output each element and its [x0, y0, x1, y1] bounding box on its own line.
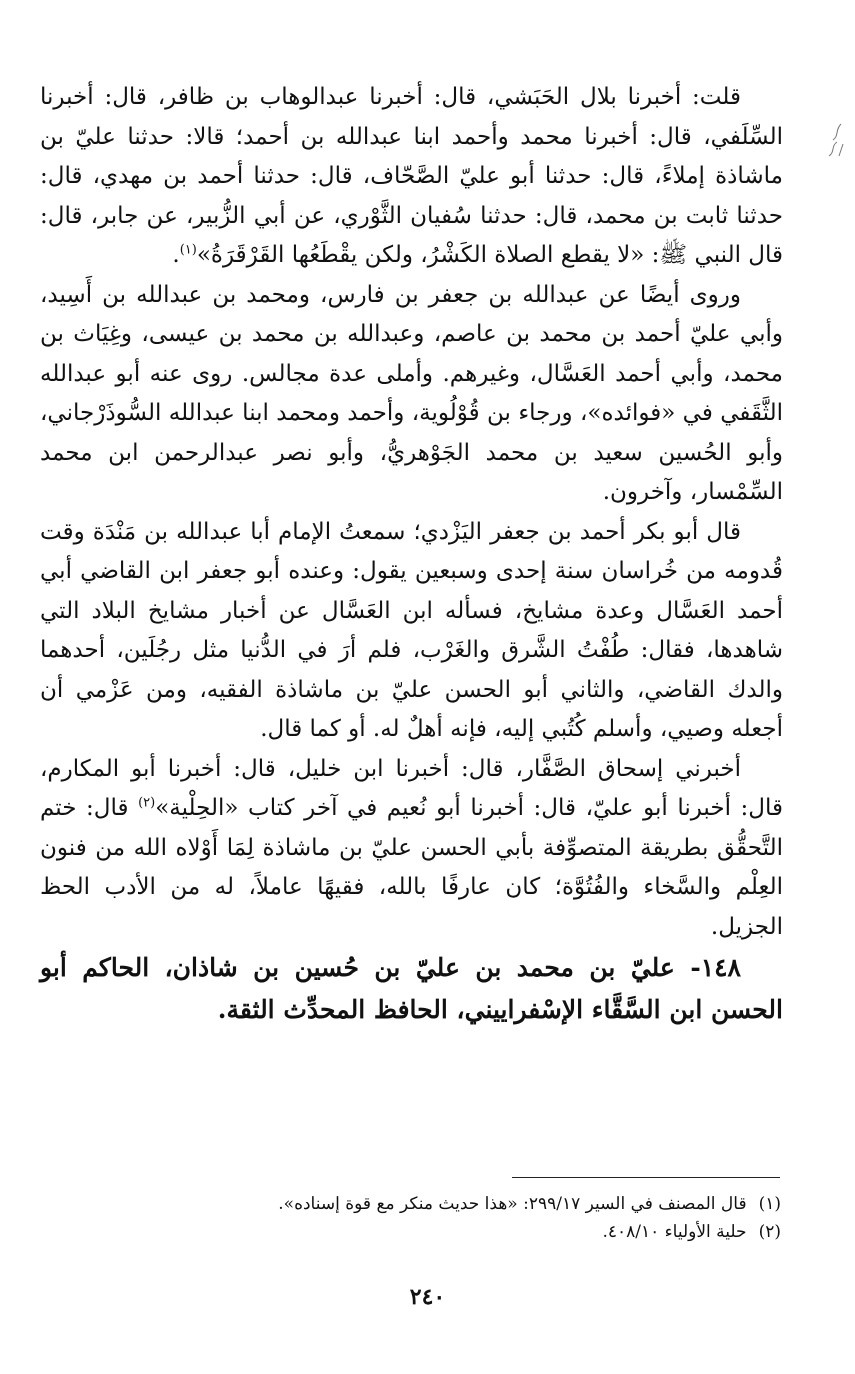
footnote-text: قال المصنف في السير ٢٩٩/١٧: «هذا حديث منكر مع قوة إسناده».	[278, 1194, 747, 1214]
paragraph-end: .	[172, 242, 180, 268]
footnote-ref-2: (٢)	[138, 795, 156, 811]
footnote-text: حلية الأولياء ٤٠٨/١٠.	[602, 1222, 747, 1242]
paragraph-narrators: وروى أيضًا عن عبدالله بن جعفر بن فارس، ومحمد بن عبدالله بن أَسِيد، وأبي عليّ أحمد بن محمد بن عاصم، وعبدالله بن محمد بن عيسى، وغِيَاث بن محمد، وأبي أحمد العَسَّال، وغيرهم. وأملى عدة مجالس. روى عنه أبو عبدالله الثَّقَفي في «فوائده»، ورجاء بن قُوْلُوية، وأحمد ومحمد ابنا عبدالله السُّوذَرْجاني، وأبو الحُسين سعيد بن محمد الجَوْهريُّ، وأبو نصر عبدالرحمن ابن محمد السِّمْسار، وآخرون.	[40, 281, 783, 505]
footnote-number: (٢)	[758, 1222, 781, 1242]
footnote-divider	[512, 1177, 780, 1178]
main-text	[40, 78, 783, 1031]
paragraph-hilya	[40, 750, 783, 948]
footnote-2	[200, 1218, 781, 1246]
footnote-ref-1: (١)	[179, 242, 197, 258]
paragraph-text: قلت: أخبرنا بلال الحَبَشي، قال: أخبرنا عبدالوهاب بن ظافر، قال: أخبرنا السِّلَفي، قال: أخبرنا محمد وأحمد ابنا عبدالله بن أحمد؛ قالا: حدثنا عليّ بن ماشاذة إملاءً، قال: حدثنا أبو عليّ الصَّحّاف، قال: حدثنا أحمد بن مهدي، قال: حدثنا ثابت بن محمد، قال: حدثنا سُفيان الثَّوْري، عن أبي الزُّبير، عن جابر، قال: قال النبي ﷺ: «لا يقطع الصلاة الكَشْرُ، ولكن يقْطَعُها القَرْقَرَةُ»	[40, 84, 783, 268]
paragraph-text-cont: قال: ختم التَّحقُّق بطريقة المتصوِّفة بأبي الحسن عليّ بن ماشاذة لِمَا أَوْلاه الله من فنون العِلْم والسَّخاء والفُتُوَّة؛ كان عارفًا بالله، فقيهًا عاملاً، له من الأدب الحظ الجزيل.	[40, 795, 783, 940]
paragraph-ibn-mandah: قال أبو بكر أحمد بن جعفر اليَزْدي؛ سمعتُ الإمام أبا عبدالله بن مَنْدَة وقت قُدومه من خُراسان سنة إحدى وسبعين يقول: وعنده أبو جعفر ابن القاضي أبي أحمد العَسَّال وعدة مشايخ، فسأله ابن العَسَّال عن أخبار مشايخ البلاد التي شاهدها، فقال: طُفْتُ الشَّرق والغَرْب، فلم أرَ في الدُّنيا مثل رجُلَين، أحدهما والدك القاضي، والثاني أبو الحسن عليّ بن ماشاذة الفقيه، ومن عَزْمي أن أجعله وصيي، وأسلم كُتُبي إليه، فإنه أهلٌ له. أو كما قال.	[40, 518, 783, 742]
margin-ink-mark	[825, 122, 847, 162]
paragraph-hadith-chain	[40, 78, 783, 276]
paragraph-text: أخبرني إسحاق الصَّفَّار، قال: أخبرنا ابن خليل، قال: أخبرنا أبو المكارم، قال: أخبرنا أبو عليّ، قال: أخبرنا أبو نُعيم في آخر كتاب «الحِلْية»	[40, 755, 784, 821]
footnote-number: (١)	[758, 1194, 781, 1214]
biography-entry-heading: ١٤٨- عليّ بن محمد بن عليّ بن حُسين بن شاذان، الحاكم أبو الحسن ابن السَّقَّاء الإسْفراييني، الحافظ المحدِّث الثقة.	[40, 953, 783, 1024]
footnotes	[200, 1190, 781, 1246]
page-number: ٢٤٠	[409, 1284, 446, 1310]
footnote-1	[200, 1190, 781, 1218]
